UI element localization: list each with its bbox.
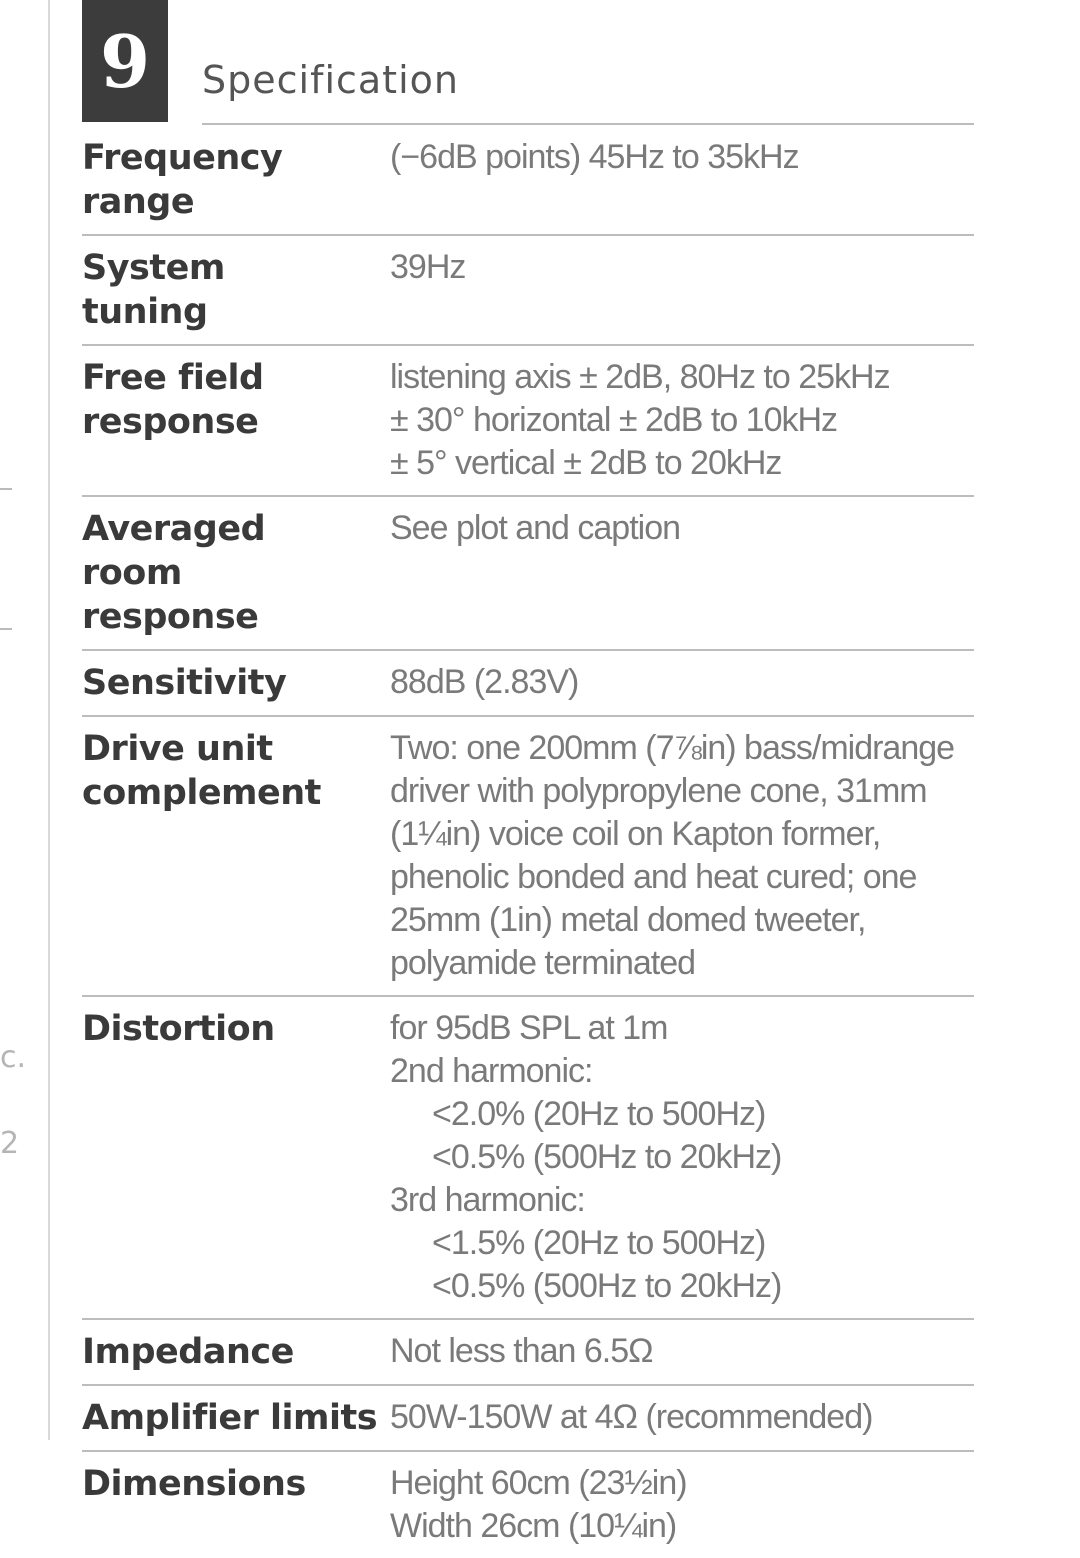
margin-tick [0,628,12,630]
section-number-badge: 9 [82,0,168,122]
spec-row-distortion [82,997,974,1320]
spec-row-sensitivity [82,651,974,717]
title-divider [202,123,974,125]
spec-value [390,356,974,485]
spec-value-line: Not less than 6.5Ω [390,1332,653,1370]
spec-value [390,507,974,639]
spec-row-averaged-room-response [82,497,974,651]
spec-label: Dimensions [82,1464,306,1504]
spec-value-line: Two: one 200mm (7⅞in) bass/midrange [390,729,955,767]
spec-value-line: driver with polypropylene cone, 31mm [390,772,927,810]
spec-value-line: 39Hz [390,248,466,286]
spec-label: Averaged room response [82,509,266,637]
spec-value-line: ± 5° vertical ± 2dB to 20kHz [390,444,782,482]
spec-value-line: (1¼in) voice coil on Kapton former, [390,815,881,853]
spec-value-line: 3rd harmonic: [390,1181,585,1219]
spec-value [390,1462,974,1548]
spec-label: System tuning [82,248,225,332]
spec-label: Frequency range [82,138,283,222]
spec-value-line: 2nd harmonic: [390,1052,593,1090]
spec-row-system-tuning [82,236,974,346]
margin-fragment: c. [0,1040,27,1075]
spec-value [390,727,974,985]
spec-value [390,1007,974,1308]
spec-value-line: phenolic bonded and heat cured; one [390,858,917,896]
spec-label: Distortion [82,1009,275,1049]
spec-value-line: polyamide terminated [390,944,696,982]
spec-table [82,126,974,1558]
spec-value [390,136,974,224]
spec-value [390,661,974,705]
spec-value-line: for 95dB SPL at 1m [390,1009,668,1047]
spec-value [390,1330,974,1374]
spec-value-line: <0.5% (500Hz to 20kHz) [432,1138,782,1176]
spec-value-line: <2.0% (20Hz to 500Hz) [432,1095,766,1133]
spec-value-line: <0.5% (500Hz to 20kHz) [432,1267,782,1305]
spec-value [390,1396,974,1440]
left-margin-rule [48,0,50,1440]
spec-row-impedance [82,1320,974,1386]
spec-value-line: 50W-150W at 4Ω (recommended) [390,1398,873,1436]
spec-value-line: (−6dB points) 45Hz to 35kHz [390,138,799,176]
spec-value-line: listening axis ± 2dB, 80Hz to 25kHz [390,358,890,396]
spec-row-dimensions [82,1452,974,1558]
spec-value-line: Width 26cm (10¼in) [390,1507,677,1545]
spec-value [390,246,974,334]
spec-row-drive-unit-complement [82,717,974,997]
margin-fragment: 2 [0,1126,20,1161]
margin-tick [0,488,12,490]
spec-value-line: 88dB (2.83V) [390,663,579,701]
spec-row-frequency-range [82,126,974,236]
spec-value-line: See plot and caption [390,509,681,547]
spec-label: Sensitivity [82,663,287,703]
spec-label: Drive unit complement [82,729,321,813]
section-title: Specification [202,58,459,102]
spec-label: Impedance [82,1332,294,1372]
spec-label: Free field response [82,358,264,442]
spec-row-free-field-response [82,346,974,497]
spec-value-line: Height 60cm (23½in) [390,1464,687,1502]
spec-value-line: <1.5% (20Hz to 500Hz) [432,1224,766,1262]
spec-row-amplifier-limits [82,1386,974,1452]
spec-value-line: ± 30° horizontal ± 2dB to 10kHz [390,401,838,439]
spec-label: Amplifier limits [82,1398,378,1438]
spec-value-line: 25mm (1in) metal domed tweeter, [390,901,866,939]
